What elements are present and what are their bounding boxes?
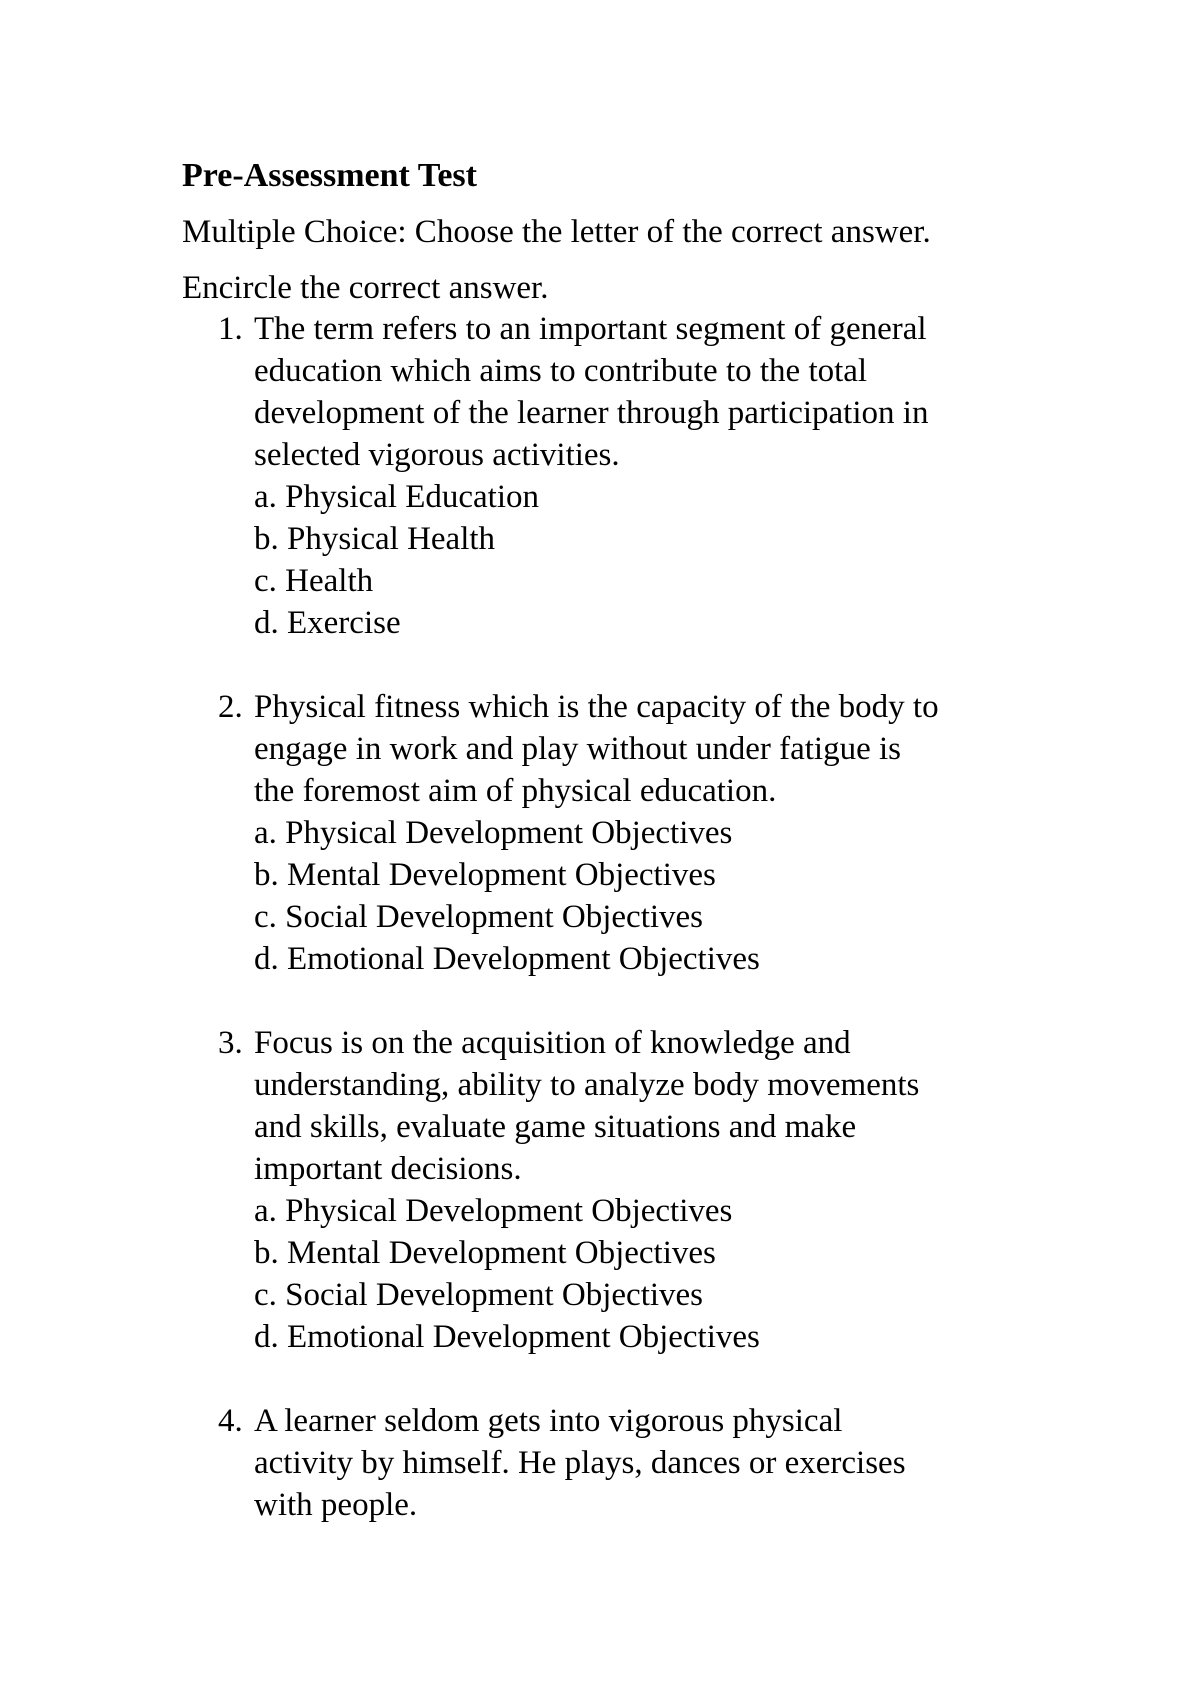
question-text — [254, 1022, 1024, 1190]
question-text — [254, 308, 1024, 476]
question-number: 1. — [218, 311, 243, 347]
answer-option-d: d. Emotional Development Objectives — [254, 941, 760, 977]
instruction-multiple-choice: Multiple Choice: Choose the letter of the correct answer. — [182, 214, 931, 250]
question-3 — [0, 1022, 1200, 1358]
answer-option-a: a. Physical Education — [254, 479, 540, 515]
question-line: activity by himself. He plays, dances or exercises — [254, 1445, 906, 1481]
page-title: Pre-Assessment Test — [182, 157, 477, 194]
question-line: engage in work and play without under fatigue is — [254, 731, 901, 767]
question-line: selected vigorous activities. — [254, 437, 620, 473]
answer-option-b: b. Mental Development Objectives — [254, 857, 716, 893]
question-text — [254, 1400, 1024, 1526]
question-line: with people. — [254, 1487, 418, 1523]
answer-option-a: a. Physical Development Objectives — [254, 815, 733, 851]
question-line: Physical fitness which is the capacity of the body to — [254, 689, 939, 725]
question-line: and skills, evaluate game situations and make — [254, 1109, 857, 1145]
answer-option-c: c. Social Development Objectives — [254, 899, 704, 935]
answer-option-d: d. Exercise — [254, 605, 401, 641]
instruction-encircle: Encircle the correct answer. — [182, 270, 549, 306]
question-line: development of the learner through participation in — [254, 395, 929, 431]
question-2 — [0, 686, 1200, 980]
question-list — [0, 308, 1200, 1568]
answer-option-c: c. Health — [254, 563, 374, 599]
question-4 — [0, 1400, 1200, 1526]
question-line: the foremost aim of physical education. — [254, 773, 777, 809]
question-line: education which aims to contribute to the total — [254, 353, 868, 389]
answer-option-d: d. Emotional Development Objectives — [254, 1319, 760, 1355]
answer-option-a: a. Physical Development Objectives — [254, 1193, 733, 1229]
answer-option-b: b. Physical Health — [254, 521, 496, 557]
question-number: 3. — [218, 1025, 243, 1061]
question-line: understanding, ability to analyze body movements — [254, 1067, 920, 1103]
question-1 — [0, 308, 1200, 644]
question-number: 2. — [218, 689, 243, 725]
answer-option-c: c. Social Development Objectives — [254, 1277, 704, 1313]
question-line: Focus is on the acquisition of knowledge and — [254, 1025, 851, 1061]
answer-option-b: b. Mental Development Objectives — [254, 1235, 716, 1271]
question-line: important decisions. — [254, 1151, 522, 1187]
question-line: A learner seldom gets into vigorous physical — [254, 1403, 843, 1439]
question-line: The term refers to an important segment of general — [254, 311, 927, 347]
question-number: 4. — [218, 1403, 243, 1439]
question-text — [254, 686, 1024, 812]
